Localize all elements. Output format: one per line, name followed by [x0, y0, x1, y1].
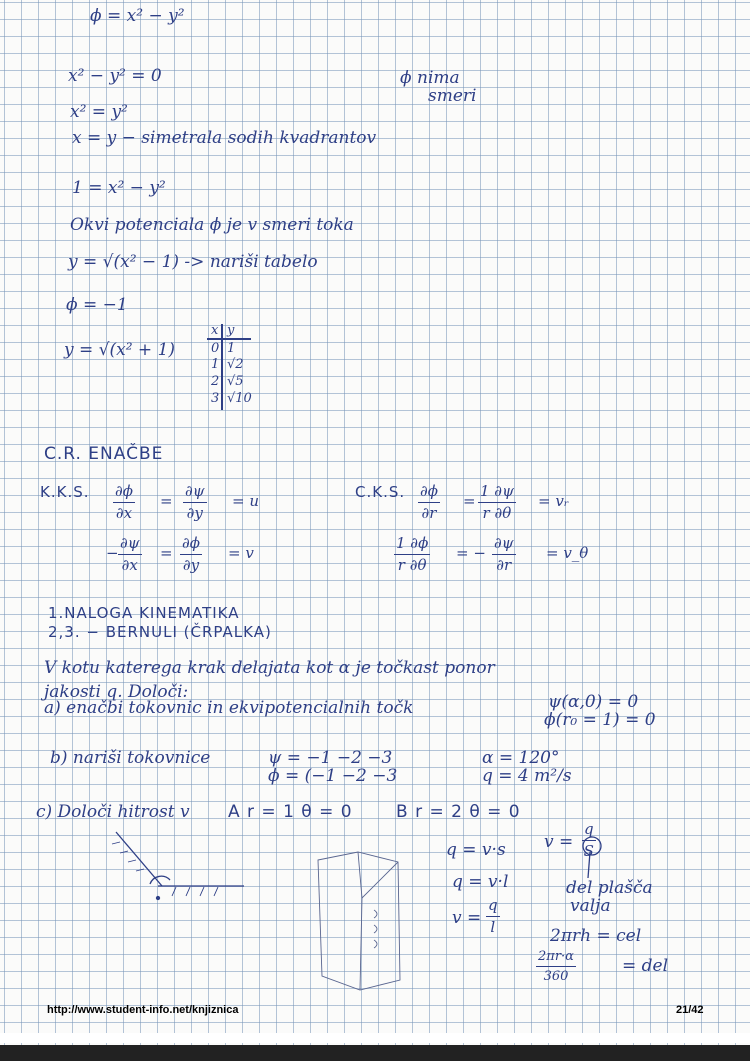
table-cell: 1	[227, 341, 236, 356]
numerator: ∂ϕ	[113, 484, 135, 503]
equation-1: x² = y²	[70, 102, 128, 122]
cks-label: C.K.S.	[355, 483, 406, 501]
kks-label: K.K.S.	[40, 483, 90, 501]
note-del-plasca: del plašča	[566, 878, 653, 898]
cks2-result: = v_θ	[546, 544, 589, 562]
table-cell: 0	[211, 341, 220, 356]
table-cell: 2	[211, 374, 220, 389]
table-cell: √10	[227, 391, 252, 406]
formula-v-lhs: v =	[452, 908, 482, 928]
phi-values: ϕ = (−1 −2 −3	[268, 766, 398, 786]
denominator: l	[490, 918, 496, 936]
equals-sign: =	[160, 544, 173, 562]
numerator: ∂ϕ	[180, 536, 202, 555]
numerator: q	[582, 822, 596, 841]
margin-note-line2: smeri	[428, 86, 477, 106]
table-cell: 1	[211, 357, 220, 372]
note-valja: valja	[570, 896, 611, 916]
equation-4: Okvi potenciala ϕ je v smeri toka	[70, 215, 354, 235]
equation-3: 1 = x² − y²	[72, 178, 166, 198]
table-cell: 3	[211, 391, 220, 406]
footer-page-number: 21/42	[676, 1004, 704, 1016]
task-item-b: b) nariši tokovnice	[50, 748, 211, 768]
task-title-2: 2,3. − BERNULI (ČRPALKA)	[48, 623, 272, 641]
numerator: ∂ψ	[492, 536, 516, 555]
scan-bottom-band	[0, 1045, 750, 1061]
q-value: q = 4 m²/s	[482, 766, 572, 786]
task-item-c: c) Določi hitrost v	[36, 802, 190, 822]
alpha-value: α = 120°	[482, 748, 560, 768]
equation-0: x² − y² = 0	[68, 66, 162, 86]
formula-arc-rhs: = del	[622, 956, 669, 976]
denominator: S	[583, 842, 594, 860]
phi-definition: ϕ = x² − y²	[90, 6, 185, 26]
minus-prefix: −	[106, 544, 119, 562]
table-header-x: x	[211, 323, 219, 338]
equals-sign: =	[463, 492, 476, 510]
cks1-result: = vᵣ	[538, 492, 570, 510]
cylinder-sketch	[318, 852, 400, 990]
numerator: 1 ∂ψ	[478, 484, 516, 503]
task-paragraph-line1: V kotu katerega krak delajata kot α je točkast ponor	[44, 658, 495, 678]
equation-6: ϕ = −1	[66, 295, 128, 315]
point-b: B r = 2 θ = 0	[396, 802, 521, 822]
formula-circumference: 2πrh = cel	[550, 926, 642, 946]
table-cell: √2	[227, 357, 244, 372]
numerator: ∂ψ	[183, 484, 207, 503]
task-title-1: 1.NALOGA KINEMATIKA	[48, 604, 240, 622]
equation-2: x = y − simetrala sodih kvadrantov	[72, 128, 377, 148]
denominator: ∂x	[121, 556, 138, 574]
table-cell: √5	[227, 374, 244, 389]
formula-v2-lhs: v =	[544, 832, 574, 852]
scan-gap	[0, 1033, 750, 1043]
numerator: 2πr·α	[536, 950, 576, 967]
denominator: r ∂θ	[397, 556, 427, 574]
boundary-condition-psi: ψ(α,0) = 0	[548, 692, 639, 712]
formula-q-vs: q = v·s	[446, 840, 506, 860]
equals-minus: = −	[456, 544, 486, 562]
equation-5: y = √(x² − 1) -> nariši tabelo	[68, 252, 318, 272]
equals-sign: =	[160, 492, 173, 510]
numerator: 1 ∂ϕ	[394, 536, 430, 555]
table-header-y: y	[227, 323, 235, 338]
psi-values: ψ = −1 −2 −3	[268, 748, 393, 768]
footer-url[interactable]: http://www.student-info.net/knjiznica	[47, 1004, 239, 1016]
kks1-result: = u	[232, 492, 259, 510]
denominator: ∂r	[421, 504, 437, 522]
numerator: q	[486, 898, 500, 917]
denominator: ∂y	[186, 504, 203, 522]
denominator: ∂r	[496, 556, 512, 574]
denominator: ∂y	[182, 556, 200, 574]
denominator: r ∂θ	[482, 504, 512, 522]
task-item-a: a) enačbi tokovnic in ekvipotencialnih točk	[44, 698, 414, 718]
corner-angle-sketch	[112, 832, 244, 900]
kks2-result: = v	[228, 544, 254, 562]
cr-heading: C.R. ENAČBE	[44, 444, 164, 464]
equation-7: y = √(x² + 1)	[64, 340, 176, 360]
margin-note-line1: ϕ nima	[400, 68, 460, 88]
numerator: ∂ϕ	[418, 484, 440, 503]
numerator: ∂ψ	[118, 536, 142, 555]
point-a: A r = 1 θ = 0	[228, 802, 353, 822]
formula-q-vl: q = v·l	[452, 872, 509, 892]
task-paragraph-line2: jakosti q. Določi:	[44, 682, 189, 702]
denominator: ∂x	[115, 504, 133, 522]
denominator: 360	[543, 969, 569, 984]
boundary-condition-phi: ϕ(r₀ = 1) = 0	[544, 710, 656, 730]
